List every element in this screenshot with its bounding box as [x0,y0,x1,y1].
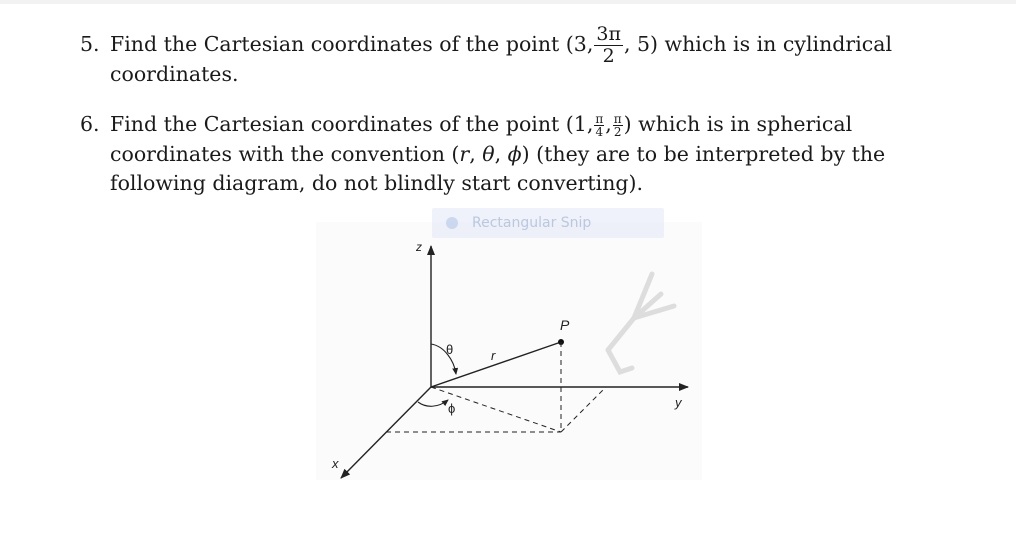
problem-6-fraction-2-numerator: π [613,112,622,126]
problem-5-text-after: , 5) which is in cylindrical [623,32,893,56]
phi-arc [418,400,448,406]
problem-6-fraction-2-denominator: 2 [613,125,622,139]
problem-5-fraction-numerator: 3π [596,23,621,45]
problem-6-fraction-1 [594,113,604,138]
problem-6-text-after: ) which is in spherical [623,112,853,136]
problem-5-fraction-denominator: 2 [602,45,615,67]
snip-overlay-label: Rectangular Snip [472,215,592,231]
problem-6-line-3: following diagram, do not blindly start converting). [110,171,644,195]
faint-sketch-graphic [608,274,674,372]
diagram-svg [316,222,702,480]
snip-icon [446,217,458,229]
coord-theta: θ [482,142,495,166]
problem-6-fraction-2 [613,113,623,138]
problem-5-number: 5. [80,32,100,56]
problem-5-fraction [594,24,623,67]
phi-label: ϕ [448,401,456,416]
point-p-label: P [560,317,570,333]
top-bar [0,0,1016,4]
coord-r: r [459,142,470,166]
problem-5-line-2: coordinates. [110,62,239,86]
y-axis-label: y [675,395,682,410]
projection-to-y-axis [561,387,606,432]
problem-6-fraction-1-denominator: 4 [595,125,604,139]
problem-6-number: 6. [80,112,100,136]
coord-phi: ϕ [507,142,522,166]
z-axis-label: z [416,240,422,254]
radius-label: r [491,348,496,363]
rectangular-snip-overlay[interactable] [432,208,664,238]
problem-6-separator: , [605,112,612,136]
problem-6-line-2-after: ) (they are to be interpreted by the [521,142,886,166]
x-axis-label: x [332,456,339,471]
theta-label: θ [446,342,454,357]
problem-6-text-before: Find the Cartesian coordinates of the point (1, [110,112,594,136]
problem-6-line-2: coordinates with the convention (r, θ, ϕ) (they are to be interpreted by the [110,142,886,166]
problem-6-fraction-1-numerator: π [595,112,604,126]
spherical-coordinates-diagram [316,222,702,480]
problem-6-line-1 [80,110,852,139]
problem-6-line-2-before: coordinates with the convention ( [110,142,460,166]
problem-5-text-before: Find the Cartesian coordinates of the point (3, [110,32,594,56]
